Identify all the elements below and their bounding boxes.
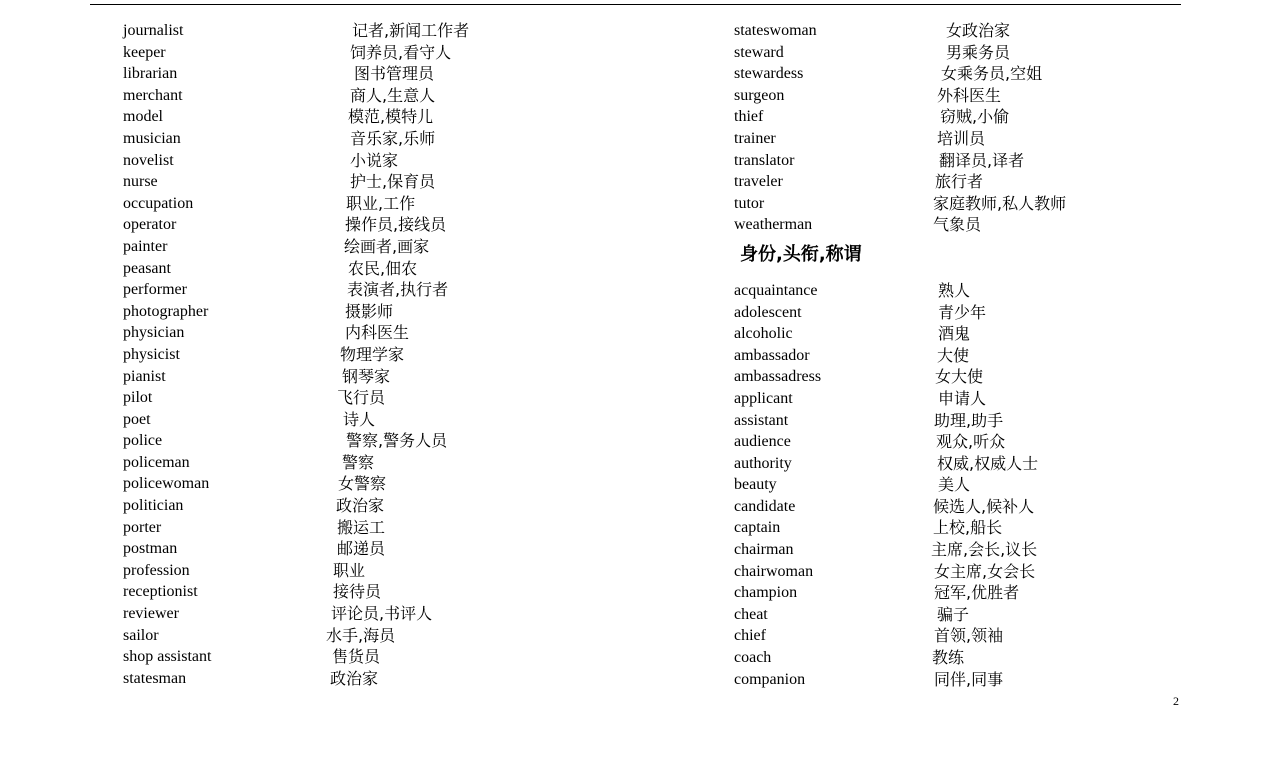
vocab-row (734, 539, 1038, 561)
chinese-translation: 飞行员 (337, 388, 386, 408)
english-term: occupation (123, 194, 194, 212)
english-term: peasant (123, 259, 171, 277)
chinese-translation: 上校,船长 (933, 518, 1003, 538)
vocab-row (734, 431, 1006, 453)
english-term: model (123, 108, 163, 126)
vocab-row (734, 193, 1067, 215)
chinese-translation: 女警察 (338, 474, 387, 494)
english-term: statesman (123, 669, 187, 687)
chinese-translation: 熟人 (938, 280, 971, 300)
english-term: poet (123, 410, 151, 428)
english-term: police (123, 432, 163, 450)
chinese-translation: 主席,会长,议长 (931, 540, 1038, 560)
vocab-row (734, 214, 982, 236)
chinese-translation: 评论员,书评人 (331, 604, 433, 624)
english-term: novelist (123, 151, 174, 169)
english-term: acquaintance (734, 281, 818, 299)
chinese-translation: 搬运工 (337, 517, 386, 537)
chinese-translation: 培训员 (937, 128, 986, 148)
english-term: chairman (734, 541, 794, 559)
english-term: ambassador (734, 346, 810, 364)
english-term: captain (734, 519, 781, 537)
english-term: pianist (123, 367, 166, 385)
vocab-row (734, 517, 1003, 539)
chinese-translation: 钢琴家 (342, 366, 391, 386)
chinese-translation: 内科医生 (345, 323, 410, 343)
english-term: operator (123, 216, 177, 234)
english-term: surgeon (734, 86, 785, 104)
english-term: politician (123, 497, 184, 515)
vocab-row (734, 20, 1011, 42)
vocab-row (734, 128, 986, 150)
chinese-translation: 操作员,接线员 (345, 215, 447, 235)
chinese-translation: 女政治家 (946, 21, 1011, 40)
vocab-row (734, 410, 1004, 432)
chinese-translation: 记者,新闻工作者 (352, 21, 470, 40)
english-term: librarian (123, 65, 178, 83)
chinese-translation: 售货员 (332, 647, 381, 667)
chinese-translation: 绘画者,画家 (344, 236, 430, 256)
right-column (734, 20, 1067, 690)
english-term: candidate (734, 497, 796, 515)
chinese-translation: 男乘务员 (946, 42, 1011, 62)
chinese-translation: 饲养员,看守人 (350, 42, 452, 62)
english-term: pilot (123, 389, 153, 407)
vocab-row (734, 604, 970, 626)
vocab-row (734, 669, 1004, 691)
vocab-row (734, 453, 1039, 475)
vocab-row (734, 280, 971, 302)
page-number: 2 (1173, 694, 1179, 708)
chinese-translation: 教练 (932, 648, 965, 668)
chinese-translation: 警察 (342, 452, 375, 472)
english-term: authority (734, 454, 792, 472)
vocab-row (734, 171, 984, 193)
chinese-translation: 申请人 (938, 388, 987, 408)
vocab-row (734, 150, 1025, 172)
english-term: postman (123, 540, 178, 558)
vocab-row (734, 647, 965, 669)
chinese-translation: 商人,生意人 (350, 85, 436, 105)
english-term: ambassadress (734, 368, 822, 386)
chinese-translation: 音乐家,乐师 (350, 128, 436, 148)
english-term: shop assistant (123, 648, 212, 666)
english-term: beauty (734, 476, 777, 494)
english-term: traveler (734, 173, 783, 191)
chinese-translation: 表演者,执行者 (347, 280, 449, 300)
chinese-translation: 女大使 (935, 367, 984, 387)
english-term: stateswoman (734, 22, 817, 39)
chinese-translation: 首领,领袖 (934, 626, 1004, 646)
english-term: painter (123, 237, 168, 255)
chinese-translation: 图书管理员 (354, 64, 435, 84)
chinese-translation: 邮递员 (337, 539, 386, 559)
chinese-translation: 大使 (937, 345, 970, 365)
english-term: steward (734, 43, 784, 61)
english-term: chief (734, 627, 766, 645)
english-term: physician (123, 324, 185, 342)
english-term: trainer (734, 129, 776, 147)
english-term: physicist (123, 345, 180, 363)
chinese-translation: 骗子 (937, 604, 970, 624)
chinese-translation: 摄影师 (345, 301, 394, 321)
chinese-translation: 气象员 (933, 215, 982, 235)
chinese-translation: 旅行者 (935, 172, 984, 192)
vocab-row (734, 366, 984, 388)
chinese-translation: 诗人 (343, 409, 376, 429)
vocab-row (734, 63, 1043, 85)
english-term: companion (734, 670, 806, 688)
chinese-translation: 外科医生 (937, 85, 1002, 105)
english-term: adolescent (734, 303, 802, 321)
chinese-translation: 政治家 (336, 496, 385, 516)
english-term: tutor (734, 194, 765, 212)
english-term: assistant (734, 411, 789, 429)
chinese-translation: 观众,听众 (936, 432, 1006, 452)
chinese-translation: 模范,模特儿 (348, 107, 434, 127)
english-term: champion (734, 584, 798, 602)
english-term: merchant (123, 86, 183, 104)
chinese-translation: 家庭教师,私人教师 (933, 193, 1067, 213)
vocab-row (734, 345, 970, 367)
vocab-row (734, 625, 1004, 647)
chinese-translation: 职业 (333, 560, 366, 580)
english-term: weatherman (734, 216, 813, 234)
english-term: photographer (123, 302, 209, 320)
english-term: cheat (734, 605, 768, 623)
english-term: performer (123, 281, 187, 299)
chinese-translation: 酒鬼 (938, 324, 971, 344)
english-term: porter (123, 518, 162, 536)
english-term: keeper (123, 43, 166, 61)
chinese-translation: 权威,权威人士 (937, 453, 1039, 473)
chinese-translation: 物理学家 (340, 344, 405, 364)
english-term: chairwoman (734, 562, 814, 580)
chinese-translation: 小说家 (350, 150, 399, 170)
english-term: receptionist (123, 583, 198, 601)
english-term: translator (734, 151, 795, 169)
english-term: sailor (123, 626, 159, 644)
chinese-translation: 同伴,同事 (934, 669, 1004, 689)
chinese-translation: 女主席,女会长 (934, 561, 1036, 581)
english-term: policewoman (123, 475, 210, 493)
header-rule (90, 4, 1181, 5)
chinese-translation: 政治家 (330, 668, 379, 688)
vocab-row (734, 85, 1002, 107)
english-term: audience (734, 433, 791, 451)
vocab-row (734, 561, 1036, 583)
chinese-translation: 农民,佃农 (348, 258, 418, 278)
chinese-translation: 助理,助手 (934, 410, 1004, 430)
chinese-translation: 水手,海员 (326, 625, 396, 645)
vocab-row (734, 323, 971, 345)
vocab-row (734, 474, 971, 496)
english-term: coach (734, 649, 772, 667)
chinese-translation: 美人 (938, 475, 971, 495)
chinese-translation: 女乘务员,空姐 (941, 64, 1043, 84)
english-term: applicant (734, 389, 793, 407)
english-term: alcoholic (734, 325, 793, 343)
chinese-translation: 职业,工作 (346, 193, 416, 213)
chinese-translation: 冠军,优胜者 (934, 583, 1020, 603)
vocab-row (734, 388, 987, 410)
chinese-translation: 翻译员,译者 (939, 150, 1025, 170)
vocab-row (734, 106, 1010, 128)
english-term: nurse (123, 173, 158, 191)
section-heading: 身份,头衔,称谓 (740, 243, 862, 265)
english-term: stewardess (734, 65, 804, 83)
english-term: reviewer (123, 605, 179, 623)
vocab-row (734, 496, 1035, 518)
vocab-row (734, 42, 1011, 64)
chinese-translation: 青少年 (938, 302, 987, 322)
vocab-row (734, 582, 1020, 604)
chinese-translation: 候选人,候补人 (933, 496, 1035, 516)
english-term: policeman (123, 453, 190, 471)
vocab-row (734, 302, 987, 324)
chinese-translation: 警察,警务人员 (346, 431, 448, 451)
chinese-translation: 护士,保育员 (350, 172, 436, 192)
english-term: profession (123, 561, 190, 579)
chinese-translation: 窃贼,小偷 (940, 107, 1010, 127)
english-term: thief (734, 108, 764, 126)
english-term: journalist (123, 22, 184, 39)
english-term: musician (123, 129, 181, 147)
chinese-translation: 接待员 (333, 582, 382, 602)
